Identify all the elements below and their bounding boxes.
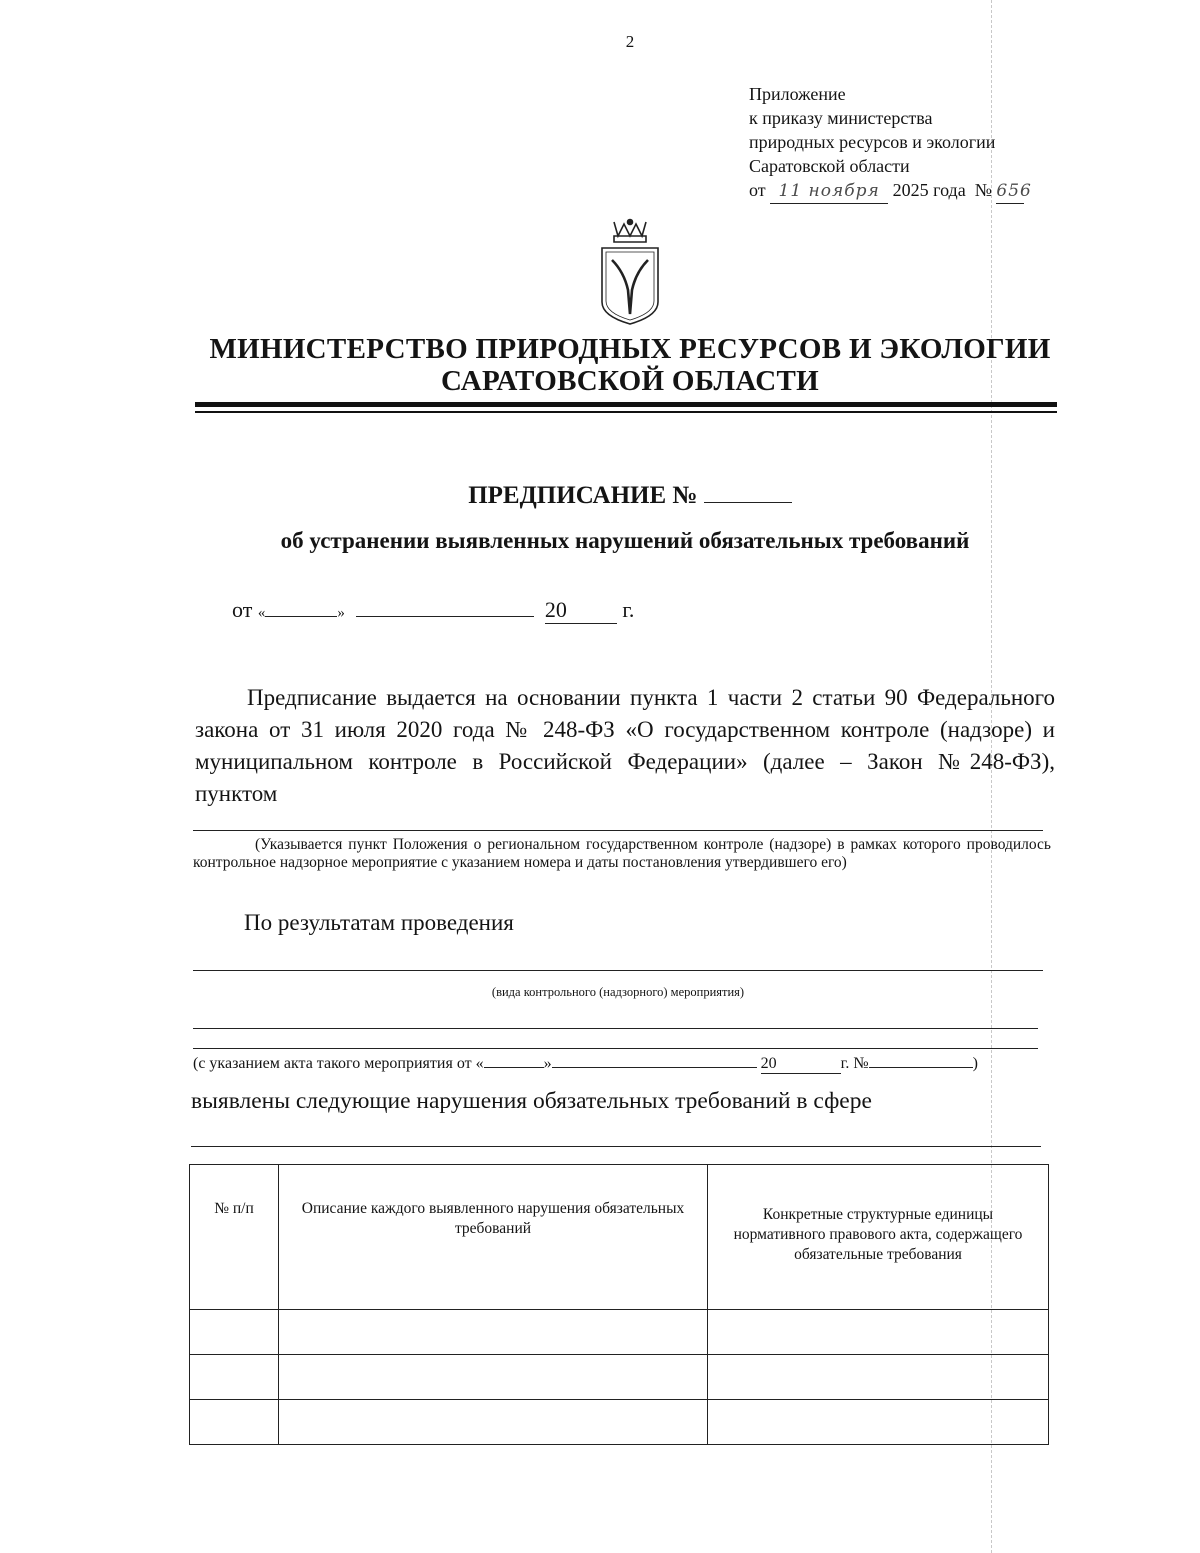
table-row	[190, 1400, 1049, 1445]
approval-line: Приложение	[749, 84, 846, 104]
approval-year: 2025 года	[892, 180, 966, 200]
order-subtitle: об устранении выявленных нарушений обязательных требований	[280, 528, 970, 553]
table-cell[interactable]	[279, 1400, 708, 1445]
quote-open: «	[257, 605, 266, 621]
act-number-field[interactable]	[869, 1051, 973, 1068]
approval-number-handwritten: 656	[996, 179, 1024, 204]
table-cell[interactable]	[190, 1400, 279, 1445]
table-row	[190, 1310, 1049, 1355]
table-header-row	[190, 1165, 1049, 1310]
violations-table	[189, 1164, 1049, 1445]
coat-of-arms-icon	[598, 216, 662, 328]
violation-sphere-field[interactable]	[191, 1146, 1041, 1147]
act-reference-prefix: (с указанием акта такого мероприятия от	[193, 1055, 472, 1072]
approval-line: к приказу министерства	[749, 108, 933, 128]
order-title	[0, 482, 1200, 510]
event-details-field[interactable]	[193, 1048, 1038, 1049]
table-cell[interactable]	[190, 1310, 279, 1355]
order-month-field[interactable]	[356, 596, 534, 617]
violations-text: выявлены следующие нарушения обязательных требований в сфере	[191, 1088, 872, 1114]
ministry-name	[160, 333, 1100, 397]
order-century: 20	[544, 597, 567, 622]
table-header-cell: Конкретные структурные единицы нормативного правового акта, содержащего обязательные требования	[708, 1165, 1049, 1310]
table-cell[interactable]	[708, 1400, 1049, 1445]
act-year-suffix: г. №	[840, 1055, 869, 1072]
approval-number-sign: №	[974, 180, 992, 200]
approval-block	[749, 82, 1032, 204]
table-header-cell: Описание каждого выявленного нарушения обязательных требований	[279, 1165, 708, 1310]
header-divider	[195, 402, 1057, 407]
quote-close: »	[543, 1055, 552, 1072]
page-number: 2	[625, 32, 635, 51]
approval-date-line	[749, 178, 1032, 204]
approval-line: природных ресурсов и экологии	[749, 132, 996, 152]
header-divider	[195, 411, 1057, 413]
quote-close: »	[337, 605, 345, 621]
act-year-field[interactable]	[761, 1055, 841, 1074]
event-details-field[interactable]	[193, 1028, 1038, 1029]
basis-paragraph: Предписание выдается на основании пункта 1 части 2 статьи 90 Федерального закона от 31 июля 2020 года № 248-ФЗ «О государственном контроле (надзоре) и муниципальном контроле в Российской Федерации» (далее – Закон №248-ФЗ), пунктом	[195, 685, 1055, 806]
order-title-text: ПРЕДПИСАНИЕ №	[468, 482, 698, 509]
order-year-field[interactable]	[545, 597, 617, 624]
table-row	[190, 1355, 1049, 1400]
act-century: 20	[760, 1055, 777, 1072]
by-results-text: По результатам проведения	[244, 910, 514, 935]
approval-date-prefix: от	[749, 180, 766, 200]
regulation-point-field[interactable]	[193, 830, 1043, 831]
event-type-field[interactable]	[193, 970, 1043, 971]
regulation-note: (Указывается пункт Положения о региональном государственном контроле (надзоре) в рамках которого проводилось контрольное надзорное мероприятие с указанием номера и даты постановления утвердившего его)	[193, 836, 1051, 871]
table-header-cell: № п/п	[190, 1165, 279, 1310]
act-month-field[interactable]	[552, 1051, 757, 1068]
act-day-field[interactable]	[484, 1051, 544, 1068]
event-type-caption: (вида контрольного (надзорного) мероприятия)	[491, 985, 745, 999]
table-cell[interactable]	[708, 1355, 1049, 1400]
order-year-suffix: г.	[622, 597, 635, 622]
table-cell[interactable]	[190, 1355, 279, 1400]
ministry-name-line: МИНИСТЕРСТВО ПРИРОДНЫХ РЕСУРСОВ И ЭКОЛОГИИ	[209, 333, 1051, 365]
order-date-line	[232, 596, 634, 624]
order-day-field[interactable]	[265, 596, 337, 617]
table-cell[interactable]	[708, 1310, 1049, 1355]
approval-line: Саратовской области	[749, 156, 910, 176]
quote-open: «	[475, 1055, 484, 1072]
act-reference-line	[193, 1051, 978, 1074]
order-number-field[interactable]	[704, 482, 792, 503]
table-cell[interactable]	[279, 1355, 708, 1400]
ministry-name-line: САРАТОВСКОЙ ОБЛАСТИ	[441, 365, 819, 397]
table-cell[interactable]	[279, 1310, 708, 1355]
approval-date-handwritten: 11 ноября	[770, 179, 888, 204]
order-date-prefix: от	[232, 597, 253, 622]
act-close-paren: )	[972, 1055, 978, 1072]
